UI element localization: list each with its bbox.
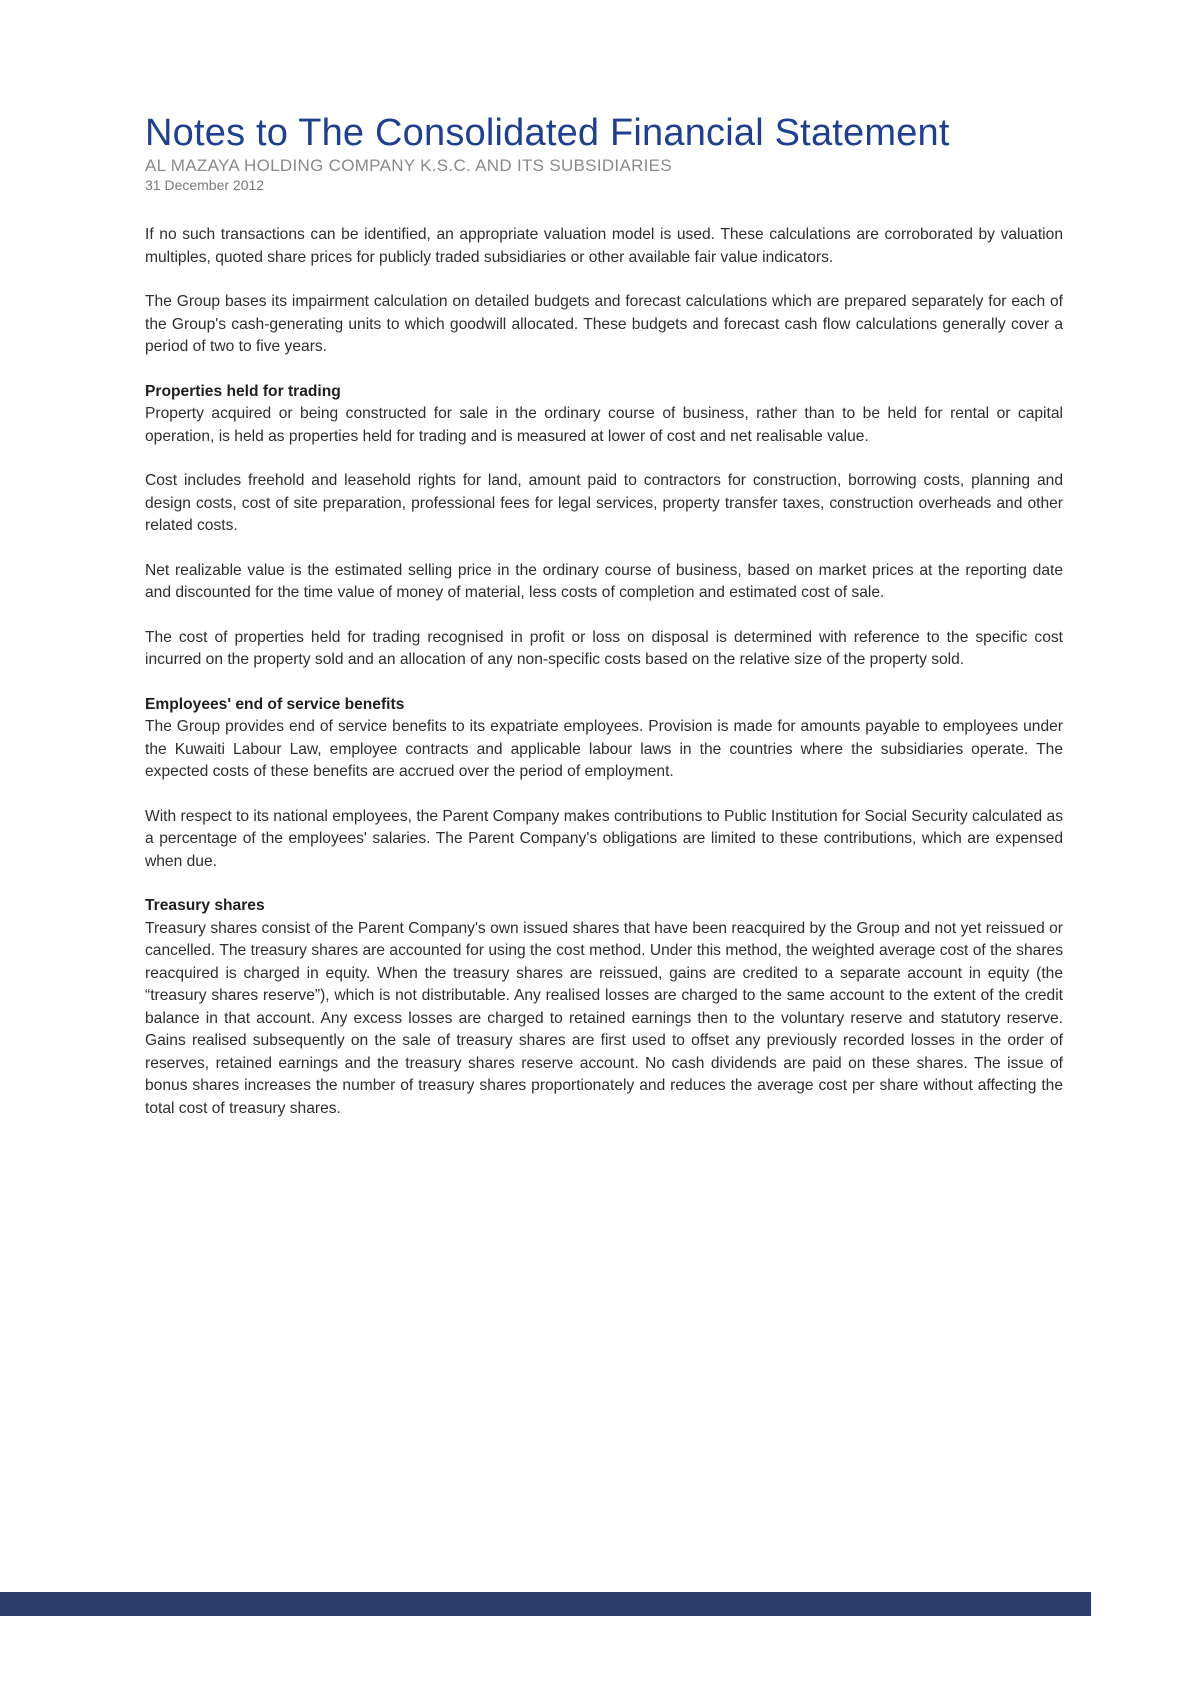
paragraph: With respect to its national employees, the Parent Company makes contributions to Public Institution for Social Security calculated as a percentage of the employees' salaries. The Parent Company's obligations are limited to these contributions, which are expensed when due.: [145, 807, 1063, 870]
company-name: AL MAZAYA HOLDING COMPANY K.S.C. AND ITS SUBSIDIARIES: [145, 156, 672, 175]
statement-date: 31 December 2012: [145, 177, 265, 193]
paragraph: Cost includes freehold and leasehold rights for land, amount paid to contractors for construction, borrowing costs, planning and design costs, cost of site preparation, professional fees for legal services, property transfer taxes, construction overheads and other related costs.: [145, 472, 1063, 534]
document-body: [145, 224, 1063, 1142]
paragraph: The Group bases its impairment calculation on detailed budgets and forecast calculations which are prepared separately for each of the Group's cash-generating units to which goodwill allocated. These budgets and forecast cash flow calculations generally cover a period of two to five years.: [145, 293, 1063, 355]
paragraph: Treasury shares consist of the Parent Company's own issued shares that have been reacquired by the Group and not yet reissued or cancelled. The treasury shares are accounted for using the cost method. Under this method, the weighted average cost of the shares reacquired is charged in equity. When the treasury shares are reissued, gains are credited to a separate account in equity (the “treasury shares reserve”), which is not distributable. Any realised losses are charged to the same account to the extent of the credit balance in that account. Any excess losses are charged to retained earnings then to the voluntary reserve and statutory reserve. Gains realised subsequently on the sale of treasury shares are first used to offset any previously recorded losses in the order of reserves, retained earnings and the treasury shares reserve account. No cash dividends are paid on these shares. The issue of bonus shares increases the number of treasury shares proportionately and reduces the average cost per share without affecting the total cost of treasury shares.: [145, 919, 1063, 1117]
paragraph: Property acquired or being constructed for sale in the ordinary course of business, rather than to be held for rental or capital operation, is held as properties held for trading and is measured at lower of cost and net realisable value.: [145, 405, 1063, 445]
paragraph: If no such transactions can be identified, an appropriate valuation model is used. These calculations are corroborated by valuation multiples, quoted share prices for publicly traded subsidiaries or other available fair value indicators.: [145, 226, 1063, 266]
paragraph: The Group provides end of service benefits to its expatriate employees. Provision is made for amounts payable to employees under the Kuwaiti Labour Law, employee contracts and applicable labour laws in the countries where the subsidiaries operate. The expected costs of these benefits are accrued over the period of employment.: [145, 718, 1063, 780]
paragraph: Net realizable value is the estimated selling price in the ordinary course of business, based on market prices at the reporting date and discounted for the time value of money of material, less costs of completion and estimated cost of sale.: [145, 561, 1063, 601]
section-heading: Employees' end of service benefits: [145, 695, 405, 713]
section-heading: Treasury shares: [145, 897, 265, 914]
footer-bar: [0, 1592, 1091, 1616]
page-title: Notes to The Consolidated Financial Statement: [145, 112, 950, 154]
section-employees-end-of-service-benefits: [145, 694, 1063, 874]
section-heading: Properties held for trading: [145, 382, 341, 400]
paragraph: The cost of properties held for trading recognised in profit or loss on disposal is determined with reference to the specific cost incurred on the property sold and an allocation of any non-specific costs based on the relative size of the property sold.: [145, 628, 1063, 668]
page-header: [145, 110, 1065, 194]
section-treasury-shares: [145, 895, 1063, 1120]
section-properties-held-for-trading: [145, 381, 1063, 672]
